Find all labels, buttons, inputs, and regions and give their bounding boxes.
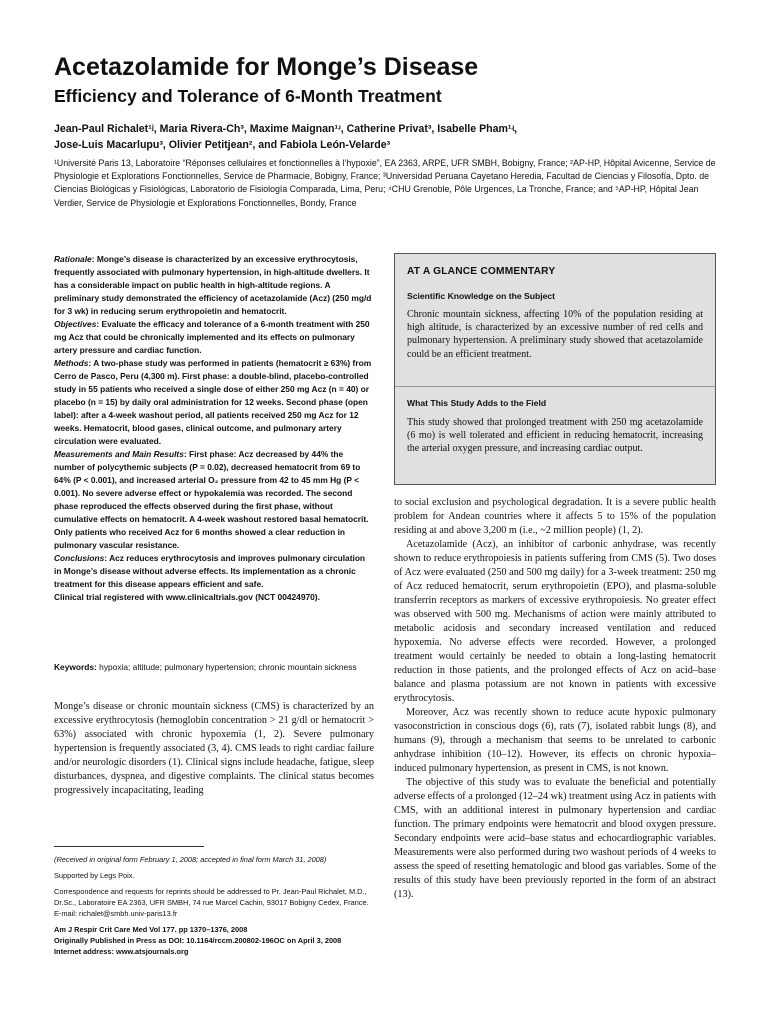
abstract-results — [54, 448, 374, 552]
body-paragraph: to social exclusion and psychological degradation. It is a severe public health problem for Andean countries where it affects 5 to 15% of the population residing at and above 3,200 m (i.e., ~2 million people) (1, 2). — [394, 497, 716, 536]
article-subtitle: Efficiency and Tolerance of 6-Month Treatment — [54, 86, 442, 106]
objectives-text: : Evaluate the efficacy and tolerance of a 6-month treatment with 250 mg Acz that could be chronically implemented and its effects on pulmonary artery pressure and cardiac function. — [54, 319, 370, 355]
glance-divider — [395, 386, 715, 387]
author-line-2: Jose-Luis Macarlupu³, Olivier Petitjean², and Fabiola León-Velarde³ — [54, 139, 391, 151]
conclusions-label: Conclusions — [54, 553, 105, 563]
doi-note: Originally Published in Press as DOI: 10.1164/rccm.200802-196OC on April 3, 2008 — [54, 936, 342, 945]
glance-subheading-knowledge: Scientific Knowledge on the Subject — [407, 291, 556, 301]
abstract-methods — [54, 357, 374, 448]
glance-subheading-adds: What This Study Adds to the Field — [407, 398, 547, 408]
body-paragraph: Acetazolamide (Acz), an inhibitor of carbonic anhydrase, was recently shown to reduce erythropoiesis in patients suffering from CMS (5). Two doses of Acz were evaluated (250 and 500 mg daily) for a 3-week treatment: 250 mg of Acz reduced hematocrit, serum erythropoietin (EPO), and plasma-soluble transferrin receptors as markers of excessive erythropoiesis. No greater effect was observed with 500 mg. Mechanisms of action were mainly attributed to metabolic acidosis and secondary increased ventilation and reduced hypoxemia. No adverse effects were recorded. However, a prolonged treatment would certainly be needed to obtain a long-lasting hematocrit reduction in those patients, and the prolonged effects of Acz on acid–base balance and plasma potassium are not known in patients with excessive erythrocytosis. — [394, 539, 716, 704]
support-note: Supported by Legs Poix. — [54, 871, 135, 880]
objectives-label: Objectives — [54, 319, 97, 329]
footnotes — [54, 854, 376, 957]
keywords-label: Keywords: — [54, 662, 97, 672]
correspondence-note: Correspondence and requests for reprints should be addressed to Pr. Jean-Paul Richalet, M.D., Dr.Sc., Laboratoire EA 2363, UFR SMBH, 74 rue Marcel Cachin, 93017 Bobigny Cedex, France. E-mail: richalet@smbh.univ-paris13.fr — [54, 887, 369, 918]
body-column-left — [54, 700, 374, 798]
abstract — [54, 253, 374, 604]
rationale-label: Rationale — [54, 254, 92, 264]
affiliations: ¹Université Paris 13, Laboratoire “Réponses cellulaires et fonctionnelles à l’hypoxie”, EA 2363, ARPE, UFR SMBH, Bobigny, France; ²AP-HP, Hôpital Avicenne, Service de Physiologie et Explorations Fonctionnelles, Service de Pharmacie, Bobigny, France; ³Universidad Peruana Cayetano Heredia, Facultad de Ciencias y Filosofía, Dpto. de Ciencias Biológicas y Fisiológicas, Laboratorio de Fisiología Comparada, Lima, Peru; ⁴CHU Grenoble, Pôle Urgences, La Tronche, France; and ⁵AP-HP, Hôpital Jean Verdier, Service de Physiologie et Explorations Fonctionnelles, Bondy, France — [54, 158, 716, 208]
journal-citation: Am J Respir Crit Care Med Vol 177. pp 1370–1376, 2008 — [54, 925, 248, 934]
body-paragraph: Monge’s disease or chronic mountain sickness (CMS) is characterized by an excessive erythrocytosis (hemoglobin concentration > 21 g/dl or hematocrit > 63%) associated with chronic hypoxemia (1, 2). Severe pulmonary hypertension is frequently associated (3, 4). CMS leads to right cardiac failure and/or neurologic disorders (1). Clinical signs include headache, fatigue, sleep disturbances, dyspnea, and digestive complaints. The clinical status becomes progressively incapacitating, leading — [54, 701, 374, 796]
trial-registration: Clinical trial registered with www.clinicaltrials.gov (NCT 00424970). — [54, 592, 320, 602]
results-label: Measurements and Main Results — [54, 449, 184, 459]
author-list — [54, 121, 720, 153]
abstract-objectives — [54, 318, 374, 357]
body-paragraph: The objective of this study was to evaluate the beneficial and potentially adverse effects of a prolonged (12–24 wk) treatment using Acz in patients with CMS, with an additional interest in pulmonary hypertension and cardiac function. The primary endpoints were hematocrit and blood oxygen pressure. Secondary endpoints were acid–base status and echocardiographic variables. Measurements were also performed during two washout periods of 4 weeks to assess the speed of resetting hematologic and blood gas variables. Some of the results of this study have been previously reported in the form of an abstract (13). — [394, 777, 716, 900]
glance-text-knowledge: Chronic mountain sickness, affecting 10% of the population residing at high altitude, is characterized by an excessive number of red cells and pulmonary hypertension. A preliminary study showed that acetazolamide could be an efficient treatment. — [407, 309, 703, 360]
rationale-text: : Monge’s disease is characterized by an excessive erythrocytosis, frequently associated with pulmonary hypertension, in high-altitude dwellers. It has a considerable impact on public health in high-altitude regions. A preliminary study demonstrated the efficiency of acetazolamide (Acz) (250 mg/d for 3 wk) in reducing serum erythropoietin and hematocrit. — [54, 254, 372, 316]
keywords-text: hypoxia; altitude; pulmonary hypertension; chronic mountain sickness — [96, 662, 357, 672]
keywords — [54, 661, 374, 674]
results-text: : First phase: Acz decreased by 44% the number of polycythemic subjects (P = 0.02), decreased hematocrit from 69 to 64% (P < 0.001), and increased arterial O₂ pressure from 42 to 45 mm Hg (P < 0.001). No severe adverse effect or hypokalemia was recorded. The second phase reproduced the effects observed during the first phase, without cumulative effects on hematocrit. A 4-week washout restored basal hematocrit. Only patients who received Acz for 6 months showed a clear reduction in pulmonary vascular resistance. — [54, 449, 369, 550]
glance-text-adds: This study showed that prolonged treatment with 250 mg acetazolamide (6 mo) is well tolerated and efficient in reducing hematocrit, increasing the arterial oxygen pressure, and increasing cardiac output. — [407, 417, 703, 455]
footnote-divider — [54, 846, 204, 847]
conclusions-text: : Acz reduces erythrocytosis and improves pulmonary circulation in Monge’s disease without adverse effects. Its implementation as a chronic treatment for this disease appears efficient and safe. — [54, 553, 366, 589]
methods-text: : A two-phase study was performed in patients (hematocrit ≥ 63%) from Cerro de Pasco, Peru (4,300 m). First phase: a double-blind, placebo-controlled study in 55 patients who received a single dose of either 250 mg Acz (n = 40) or placebo (n = 15) by daily oral administration for 12 weeks. Second phase (open label): after a 4-week washout period, all patients received 250 mg Acz for 12 weeks. Hematocrit, blood gases, clinical outcome, and pulmonary artery circulation were evaluated. — [54, 358, 372, 446]
body-column-right — [394, 496, 716, 902]
glance-heading: AT A GLANCE COMMENTARY — [407, 266, 556, 277]
internet-address: Internet address: www.atsjournals.org — [54, 947, 189, 956]
abstract-conclusions — [54, 552, 374, 591]
received-dates: (Received in original form February 1, 2008; accepted in final form March 31, 2008) — [54, 855, 327, 864]
author-line-1: Jean-Paul Richalet¹ʲ, Maria Rivera-Ch³, Maxime Maignan¹ʴ, Catherine Privat³, Isabelle Pham¹ʵ, — [54, 123, 518, 135]
abstract-rationale — [54, 253, 374, 318]
body-paragraph: Moreover, Acz was recently shown to reduce acute hypoxic pulmonary vasoconstriction in conscious dogs (6), rats (7), isolated rabbit lungs (8), and humans (9), through a mechanism that seems to be unrelated to carbonic anhydrase inhibition (10–12). However, its effects on chronic hypoxia–induced pulmonary hypertension, as present in CMS, is not known. — [394, 707, 716, 774]
methods-label: Methods — [54, 358, 89, 368]
article-title: Acetazolamide for Monge’s Disease — [54, 53, 479, 81]
at-a-glance-box — [394, 253, 716, 485]
